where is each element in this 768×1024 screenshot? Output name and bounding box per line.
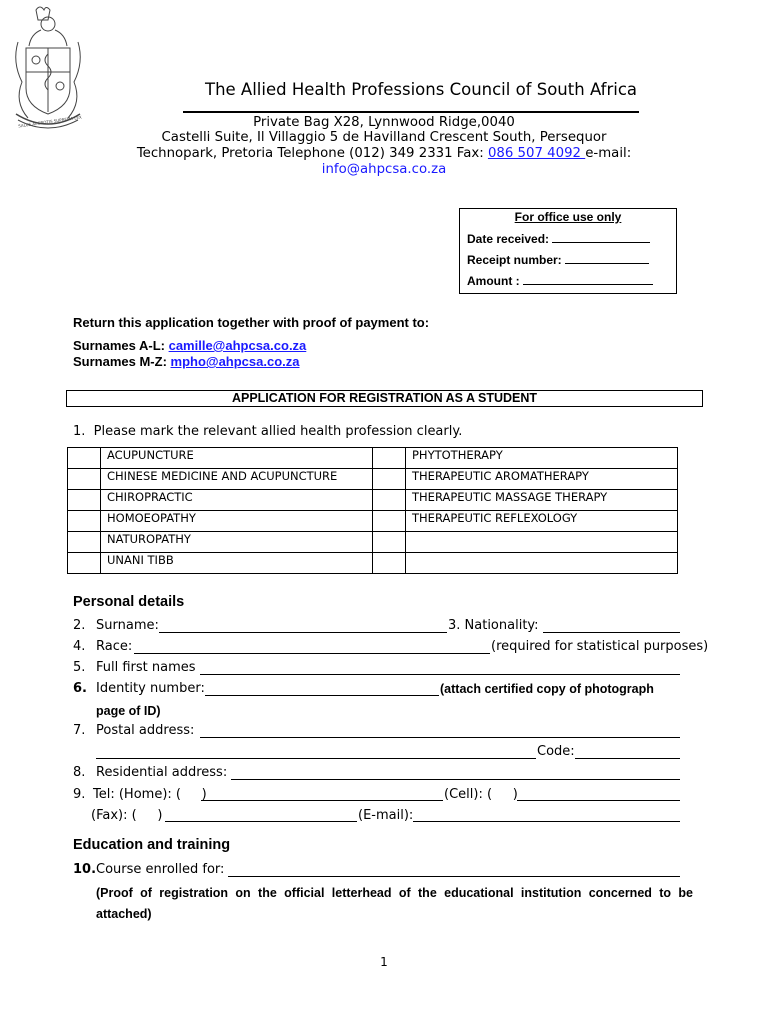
identity-field[interactable] — [205, 695, 439, 696]
return-instruction: Return this application together with proof of payment to: — [73, 315, 430, 330]
date-received-label: Date received: — [467, 232, 550, 246]
receipt-number-field[interactable] — [565, 251, 649, 264]
surnames-mz-row — [73, 354, 300, 369]
fax-field[interactable] — [165, 821, 357, 822]
contact-email-link[interactable] — [0, 162, 768, 177]
profession-name-right: THERAPEUTIC MASSAGE THERAPY — [406, 490, 678, 511]
profession-name-right — [406, 532, 678, 553]
profession-checkbox-right[interactable] — [373, 490, 406, 511]
q10-number: 10. — [73, 862, 97, 877]
profession-checkbox-left[interactable] — [68, 490, 101, 511]
course-field[interactable] — [228, 876, 680, 877]
contact-email-text[interactable]: info@ahpcsa.co.za — [321, 162, 447, 177]
q1-number: 1. — [73, 424, 86, 439]
course-label: Course enrolled for: — [96, 862, 225, 877]
surnames-al-label: Surnames A-L: — [73, 338, 169, 353]
receipt-number-row — [467, 251, 649, 267]
surnames-mz-label: Surnames M-Z: — [73, 354, 171, 369]
tel-home-label: Tel: (Home): ( ) — [93, 787, 207, 802]
cell-field[interactable] — [517, 800, 680, 801]
profession-name-right: THERAPEUTIC AROMATHERAPY — [406, 469, 678, 490]
q7-number: 7. — [73, 723, 86, 738]
surname-label: Surname: — [96, 618, 159, 633]
education-heading: Education and training — [73, 837, 231, 853]
office-use-box — [459, 208, 677, 294]
q1-text: Please mark the relevant allied health profession clearly. — [93, 424, 463, 439]
form-title: APPLICATION FOR REGISTRATION AS A STUDENT — [66, 390, 703, 407]
profession-name-left: CHINESE MEDICINE AND ACUPUNCTURE — [101, 469, 373, 490]
date-received-row — [467, 230, 650, 246]
profession-row — [68, 490, 678, 511]
first-names-field[interactable] — [200, 674, 680, 675]
profession-name-left: NATUROPATHY — [101, 532, 373, 553]
profession-checkbox-right[interactable] — [373, 469, 406, 490]
page-number: 1 — [380, 955, 388, 969]
q8-number: 8. — [73, 765, 86, 780]
identity-note-cont: page of ID) — [96, 704, 161, 718]
identity-note: (attach certified copy of photograph — [440, 682, 654, 696]
surnames-al-row — [73, 338, 306, 353]
postal-address-label: Postal address: — [96, 723, 195, 738]
postal-address-field[interactable] — [200, 737, 680, 738]
surname-field[interactable] — [159, 632, 447, 633]
profession-name-right: PHYTOTHERAPY — [406, 448, 678, 469]
office-use-heading: For office use only — [514, 210, 622, 224]
residential-address-label: Residential address: — [96, 765, 228, 780]
profession-row — [68, 469, 678, 490]
receipt-number-label: Receipt number: — [467, 253, 562, 267]
email-field[interactable] — [413, 821, 680, 822]
race-label: Race: — [96, 639, 133, 654]
email-label: e-mail: — [585, 146, 632, 161]
profession-row — [68, 448, 678, 469]
title-divider — [183, 111, 639, 113]
surnames-al-email-link[interactable]: camille@ahpcsa.co.za — [168, 338, 307, 353]
email-label-field: (E-mail): — [358, 808, 414, 823]
residential-address-field[interactable] — [231, 779, 680, 780]
code-label: Code: — [537, 744, 575, 759]
q4-number: 4. — [73, 639, 86, 654]
profession-table — [67, 447, 678, 574]
amount-row — [467, 272, 653, 288]
profession-checkbox-left[interactable] — [68, 469, 101, 490]
amount-field[interactable] — [523, 272, 653, 285]
profession-row — [68, 553, 678, 574]
nationality-label: 3. Nationality: — [448, 618, 539, 633]
profession-checkbox-left[interactable] — [68, 448, 101, 469]
personal-details-heading: Personal details — [73, 594, 185, 610]
profession-name-left: ACUPUNCTURE — [101, 448, 373, 469]
profession-row — [68, 511, 678, 532]
profession-checkbox-right[interactable] — [373, 532, 406, 553]
profession-checkbox-right[interactable] — [373, 448, 406, 469]
q2-number: 2. — [73, 618, 86, 633]
education-proof-note: (Proof of registration on the official letterhead of the educational institution concerned to be attached) — [96, 886, 693, 921]
q1-row — [73, 424, 462, 439]
profession-checkbox-left[interactable] — [68, 532, 101, 553]
amount-label: Amount : — [467, 274, 520, 288]
race-note: (required for statistical purposes) — [491, 639, 709, 654]
profession-checkbox-right[interactable] — [373, 511, 406, 532]
profession-name-right — [406, 553, 678, 574]
org-title: The Allied Health Professions Council of South Africa — [205, 80, 637, 99]
code-field[interactable] — [575, 758, 680, 759]
race-field[interactable] — [134, 653, 490, 654]
date-received-field[interactable] — [552, 230, 650, 243]
crest-motto: SALUS AEGROTIS SUPREMA LEX — [17, 114, 83, 129]
address-line-3 — [0, 146, 768, 161]
address-line-2: Castelli Suite, Il Villaggio 5 de Havilland Crescent South, Persequor — [161, 130, 607, 145]
q6-number: 6. — [73, 681, 87, 696]
profession-checkbox-right[interactable] — [373, 553, 406, 574]
first-names-label: Full first names — [96, 660, 196, 675]
fax-label: (Fax): ( ) — [91, 808, 163, 823]
cell-label: (Cell): ( ) — [444, 787, 518, 802]
address-line-3-text: Technopark, Pretoria Telephone (012) 349 2331 Fax: — [136, 146, 488, 161]
profession-name-right: THERAPEUTIC REFLEXOLOGY — [406, 511, 678, 532]
address-line-1: Private Bag X28, Lynnwood Ridge,0040 — [253, 115, 515, 130]
profession-name-left: UNANI TIBB — [101, 553, 373, 574]
surnames-mz-email-link[interactable]: mpho@ahpcsa.co.za — [170, 354, 300, 369]
tel-home-field[interactable] — [201, 800, 443, 801]
postal-address-field-2[interactable] — [96, 758, 536, 759]
profession-checkbox-left[interactable] — [68, 553, 101, 574]
profession-name-left: HOMOEOPATHY — [101, 511, 373, 532]
nationality-field[interactable] — [543, 632, 680, 633]
identity-label: Identity number: — [96, 681, 205, 696]
q9-number: 9. — [73, 787, 86, 802]
q5-number: 5. — [73, 660, 86, 675]
profession-name-left: CHIROPRACTIC — [101, 490, 373, 511]
profession-checkbox-left[interactable] — [68, 511, 101, 532]
fax-number: 086 507 4092 — [487, 146, 586, 161]
profession-row — [68, 532, 678, 553]
